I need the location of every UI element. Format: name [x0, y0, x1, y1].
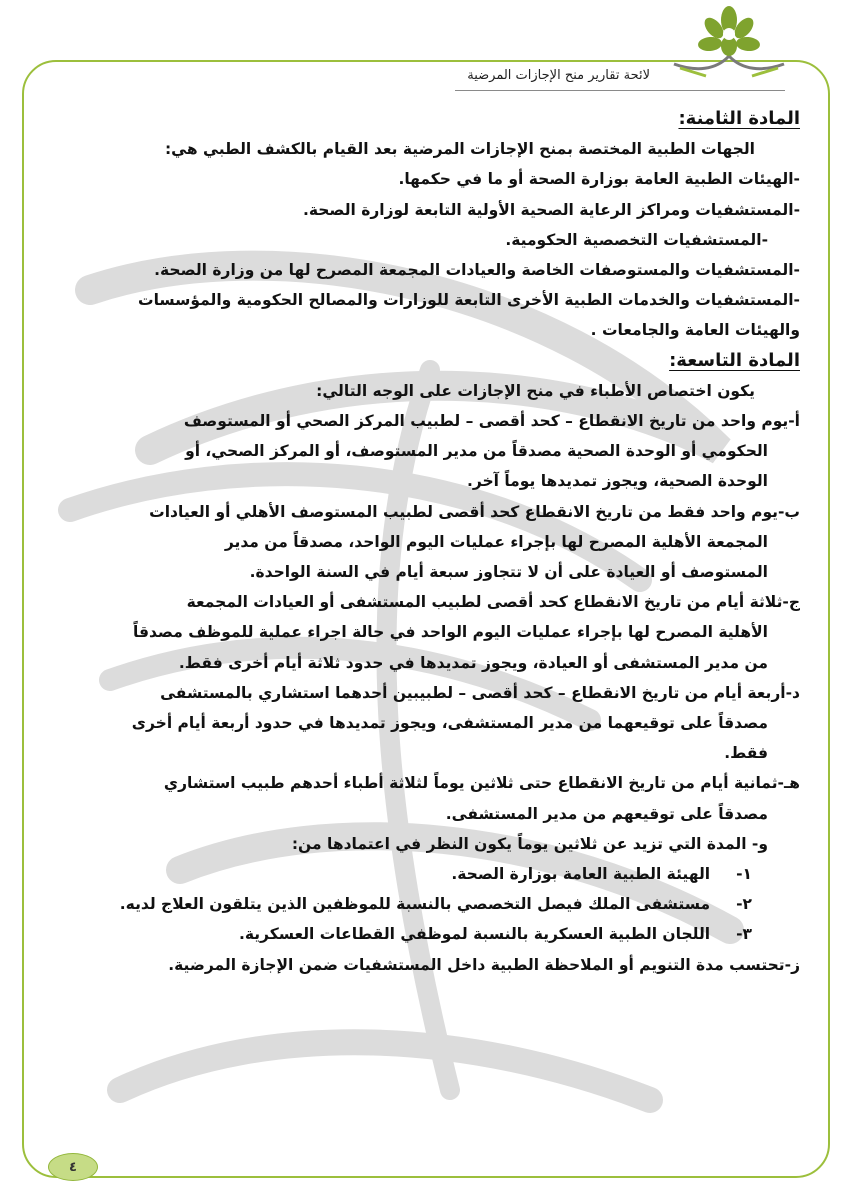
item-text: اللجان الطبية العسكرية بالنسبة لموظفي القطاعات العسكرية.: [238, 925, 711, 944]
article-9-heading: المادة التاسعة:: [669, 349, 800, 371]
article-8-item: -المستشفيات والمستوصفات الخاصة والعيادات المجمعة المصرح لها من وزارة الصحة.: [154, 261, 800, 280]
article-9-line: الأهلية المصرح لها بإجراء عمليات اليوم الواحد في حالة اجراء عملية للموظف مصدقاً: [133, 623, 768, 642]
article-9-line: ج-ثلاثة أيام من تاريخ الانقطاع كحد أقصى لطبيب المستشفى أو العيادات المجمعة: [186, 593, 800, 612]
item-text: مستشفى الملك فيصل التخصصي بالنسبة للموظفين الذين يتلقون العلاج لديه.: [119, 895, 711, 914]
article-9-line: الوحدة الصحية، ويجوز تمديدها يوماً آخر.: [466, 472, 768, 491]
article-9-line: المجمعة الأهلية المصرح لها بإجراء عمليات اليوم الواحد، مصدقاً من مدير: [224, 532, 768, 551]
article-9-line: مصدقاً على توقيعهما من مدير المستشفى، ويجوز تمديدها في حدود أربعة أيام أخرى: [131, 714, 768, 733]
document-body: [60, 104, 800, 980]
document-header-title: لائحة تقارير منح الإجازات المرضية: [467, 68, 650, 83]
article-8-intro: الجهات الطبية المختصة بمنح الإجازات المرضية بعد القيام بالكشف الطبي هي:: [164, 140, 755, 159]
page-number-badge: [48, 1153, 98, 1181]
header-divider: [455, 90, 785, 91]
article-8-item: -المستشفيات التخصصية الحكومية.: [505, 230, 768, 249]
article-8-item: -المستشفيات والخدمات الطبية الأخرى التابعة للوزارات والمصالح الحكومية والمؤسسات: [138, 291, 800, 310]
numbered-item: [60, 859, 800, 889]
article-9-line: أ-يوم واحد من تاريخ الانقطاع – كحد أقصى – لطبيب المركز الصحي أو المستوصف: [183, 412, 800, 431]
article-9-line: فقط.: [724, 744, 768, 763]
article-8-item: -المستشفيات ومراكز الرعاية الصحية الأولية التابعة لوزارة الصحة.: [302, 200, 800, 219]
item-text: الهيئة الطبية العامة بوزارة الصحة.: [451, 865, 711, 884]
article-9-line: الحكومي أو الوحدة الصحية مصدقاً من مدير المستوصف، أو المركز الصحي، أو: [185, 442, 768, 461]
article-9-line: ب-يوم واحد فقط من تاريخ الانقطاع كحد أقصى لطبيب المستوصف الأهلي أو العيادات: [149, 502, 800, 521]
palm-leaves-emblem-icon: [666, 6, 792, 78]
article-8-item: والهيئات العامة والجامعات .: [590, 321, 800, 340]
article-8-item: -الهيئات الطبية العامة بوزارة الصحة أو ما في حكمها.: [398, 170, 800, 189]
item-number: ٢-: [736, 895, 752, 914]
article-9-line: المستوصف أو العيادة على أن لا تتجاوز سبعة أيام في السنة الواحدة.: [249, 563, 768, 582]
item-number: ١-: [736, 865, 752, 884]
article-8-heading: المادة الثامنة:: [678, 108, 800, 129]
page-number: ٤: [69, 1159, 77, 1175]
article-9-line: هـ-ثمانية أيام من تاريخ الانقطاع حتى ثلاثين يوماً لثلاثة أطباء أحدهم طبيب استشاري: [163, 774, 800, 793]
article-9-last-line: ز-تحتسب مدة التنويم أو الملاحظة الطبية داخل المستشفيات ضمن الإجازة المرضية.: [168, 955, 800, 974]
item-number: ٣-: [736, 925, 752, 944]
numbered-item: [60, 919, 800, 949]
article-9-line: من مدير المستشفى أو العيادة، ويجوز تمديدها في حدود ثلاثة أيام أخرى فقط.: [178, 653, 768, 672]
article-9-intro: يكون اختصاص الأطباء في منح الإجازات على الوجه التالي:: [316, 381, 755, 400]
numbered-item: [60, 889, 800, 919]
article-9-line: و- المدة التي تزيد عن ثلاثين يوماً يكون النظر في اعتمادها من:: [291, 834, 768, 853]
article-9-line: د-أربعة أيام من تاريخ الانقطاع – كحد أقصى – لطبيبين أحدهما استشاري بالمستشفى: [160, 683, 800, 702]
article-9-line: مصدقاً على توقيعهم من مدير المستشفى.: [445, 804, 768, 823]
